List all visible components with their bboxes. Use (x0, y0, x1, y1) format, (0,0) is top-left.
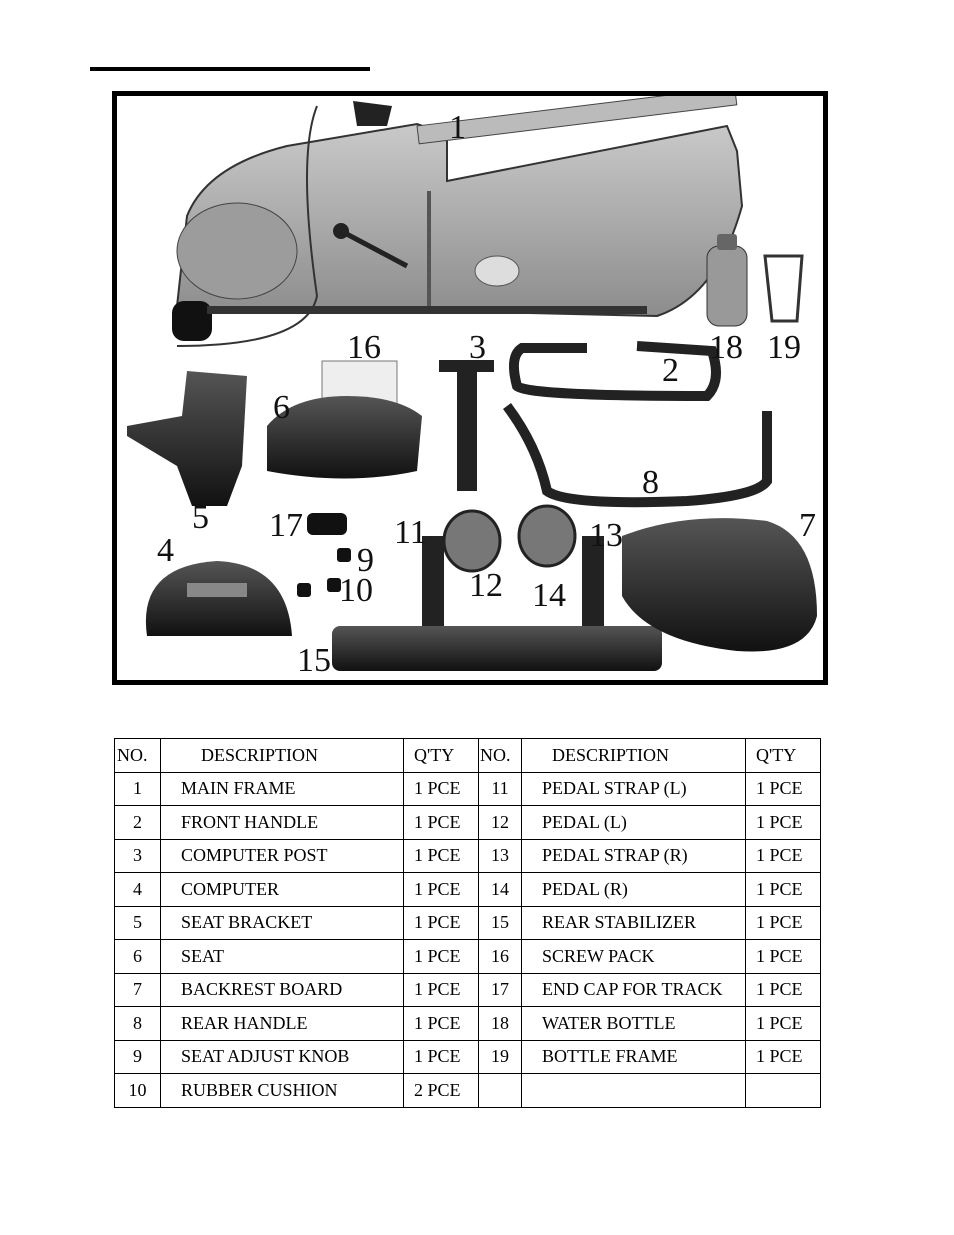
row-description-2: PEDAL STRAP (L) (522, 772, 746, 806)
row-no-2: 19 (479, 1040, 522, 1074)
row-qty: 1 PCE (404, 772, 479, 806)
row-description-2: END CAP FOR TRACK (522, 973, 746, 1007)
row-qty: 1 PCE (404, 1040, 479, 1074)
computer-post-shape (439, 360, 494, 491)
row-no: 1 (115, 772, 161, 806)
row-qty-2: 1 PCE (746, 1007, 821, 1041)
callout-18: 18 (709, 329, 743, 366)
row-qty: 1 PCE (404, 873, 479, 907)
row-description: COMPUTER (161, 873, 404, 907)
row-description: SEAT BRACKET (161, 906, 404, 940)
row-no: 7 (115, 973, 161, 1007)
row-no-2: 16 (479, 940, 522, 974)
row-no-2 (479, 1074, 522, 1108)
row-no-2: 17 (479, 973, 522, 1007)
row-no: 5 (115, 906, 161, 940)
row-qty: 1 PCE (404, 906, 479, 940)
row-no: 10 (115, 1074, 161, 1108)
row-description-2: SCREW PACK (522, 940, 746, 974)
callout-14: 14 (532, 577, 566, 614)
table-row (115, 1040, 821, 1074)
rear-stabilizer-shape (332, 626, 662, 671)
parts-photo (112, 91, 828, 685)
row-qty-2: 1 PCE (746, 1040, 821, 1074)
parts-illustration (117, 96, 823, 680)
header-qty-2: Q'TY (746, 739, 821, 773)
seat-bracket-shape (127, 371, 247, 506)
row-qty-2: 1 PCE (746, 973, 821, 1007)
row-description-2: PEDAL STRAP (R) (522, 839, 746, 873)
table-row (115, 806, 821, 840)
callout-17: 17 (269, 507, 303, 544)
table-row (115, 873, 821, 907)
bottle-frame-shape (765, 256, 802, 321)
row-description: SEAT (161, 940, 404, 974)
header-description: DESCRIPTION (161, 739, 404, 773)
callout-11: 11 (394, 514, 427, 551)
header-description-2: DESCRIPTION (522, 739, 746, 773)
row-no-2: 12 (479, 806, 522, 840)
table-row (115, 1007, 821, 1041)
row-qty-2: 1 PCE (746, 772, 821, 806)
row-qty-2 (746, 1074, 821, 1108)
row-no-2: 14 (479, 873, 522, 907)
row-qty: 2 PCE (404, 1074, 479, 1108)
callout-10: 10 (339, 572, 373, 609)
callout-1: 1 (449, 109, 466, 146)
row-no: 4 (115, 873, 161, 907)
top-rule (90, 67, 370, 71)
row-qty: 1 PCE (404, 839, 479, 873)
table-row (115, 906, 821, 940)
row-description-2: BOTTLE FRAME (522, 1040, 746, 1074)
row-qty-2: 1 PCE (746, 873, 821, 907)
row-description-2: WATER BOTTLE (522, 1007, 746, 1041)
rubber-cushion-1-shape (297, 583, 311, 597)
callout-13: 13 (589, 517, 623, 554)
header-qty: Q'TY (404, 739, 479, 773)
header-no-2: NO. (479, 739, 522, 773)
table-row (115, 772, 821, 806)
callout-3: 3 (469, 329, 486, 366)
callout-9: 9 (357, 542, 374, 579)
table-row (115, 839, 821, 873)
table-row (115, 940, 821, 974)
row-qty-2: 1 PCE (746, 906, 821, 940)
row-no: 6 (115, 940, 161, 974)
row-no-2: 13 (479, 839, 522, 873)
parts-list-table (114, 738, 821, 1108)
row-description-2: PEDAL (R) (522, 873, 746, 907)
row-qty: 1 PCE (404, 973, 479, 1007)
row-qty: 1 PCE (404, 1007, 479, 1041)
callout-6: 6 (273, 389, 290, 426)
table-row (115, 973, 821, 1007)
front-handle-shape (514, 346, 716, 396)
row-no: 8 (115, 1007, 161, 1041)
row-no-2: 18 (479, 1007, 522, 1041)
row-description: FRONT HANDLE (161, 806, 404, 840)
row-no: 3 (115, 839, 161, 873)
row-qty-2: 1 PCE (746, 806, 821, 840)
row-qty: 1 PCE (404, 806, 479, 840)
row-description: SEAT ADJUST KNOB (161, 1040, 404, 1074)
row-no-2: 15 (479, 906, 522, 940)
table-row (115, 1074, 821, 1108)
end-cap-shape (307, 513, 347, 535)
row-description-2: REAR STABILIZER (522, 906, 746, 940)
seat-shape (267, 396, 422, 479)
callout-12: 12 (469, 567, 503, 604)
callout-16: 16 (347, 329, 381, 366)
callout-2: 2 (662, 352, 679, 389)
row-description: COMPUTER POST (161, 839, 404, 873)
seat-knob-shape (337, 548, 351, 562)
row-no: 2 (115, 806, 161, 840)
callout-15: 15 (297, 642, 331, 679)
row-description: RUBBER CUSHION (161, 1074, 404, 1108)
table-header-row (115, 739, 821, 773)
callout-8: 8 (642, 464, 659, 501)
callout-19: 19 (767, 329, 801, 366)
row-description: REAR HANDLE (161, 1007, 404, 1041)
callout-7: 7 (799, 507, 816, 544)
row-qty-2: 1 PCE (746, 940, 821, 974)
row-qty: 1 PCE (404, 940, 479, 974)
callout-5: 5 (192, 499, 209, 536)
callout-4: 4 (157, 532, 174, 569)
row-description-2 (522, 1074, 746, 1108)
rear-handle-shape (507, 406, 767, 502)
water-bottle-shape (707, 234, 747, 326)
row-no-2: 11 (479, 772, 522, 806)
row-qty-2: 1 PCE (746, 839, 821, 873)
row-no: 9 (115, 1040, 161, 1074)
header-no: NO. (115, 739, 161, 773)
computer-shape (146, 561, 292, 636)
row-description-2: PEDAL (L) (522, 806, 746, 840)
row-description: BACKREST BOARD (161, 973, 404, 1007)
row-description: MAIN FRAME (161, 772, 404, 806)
